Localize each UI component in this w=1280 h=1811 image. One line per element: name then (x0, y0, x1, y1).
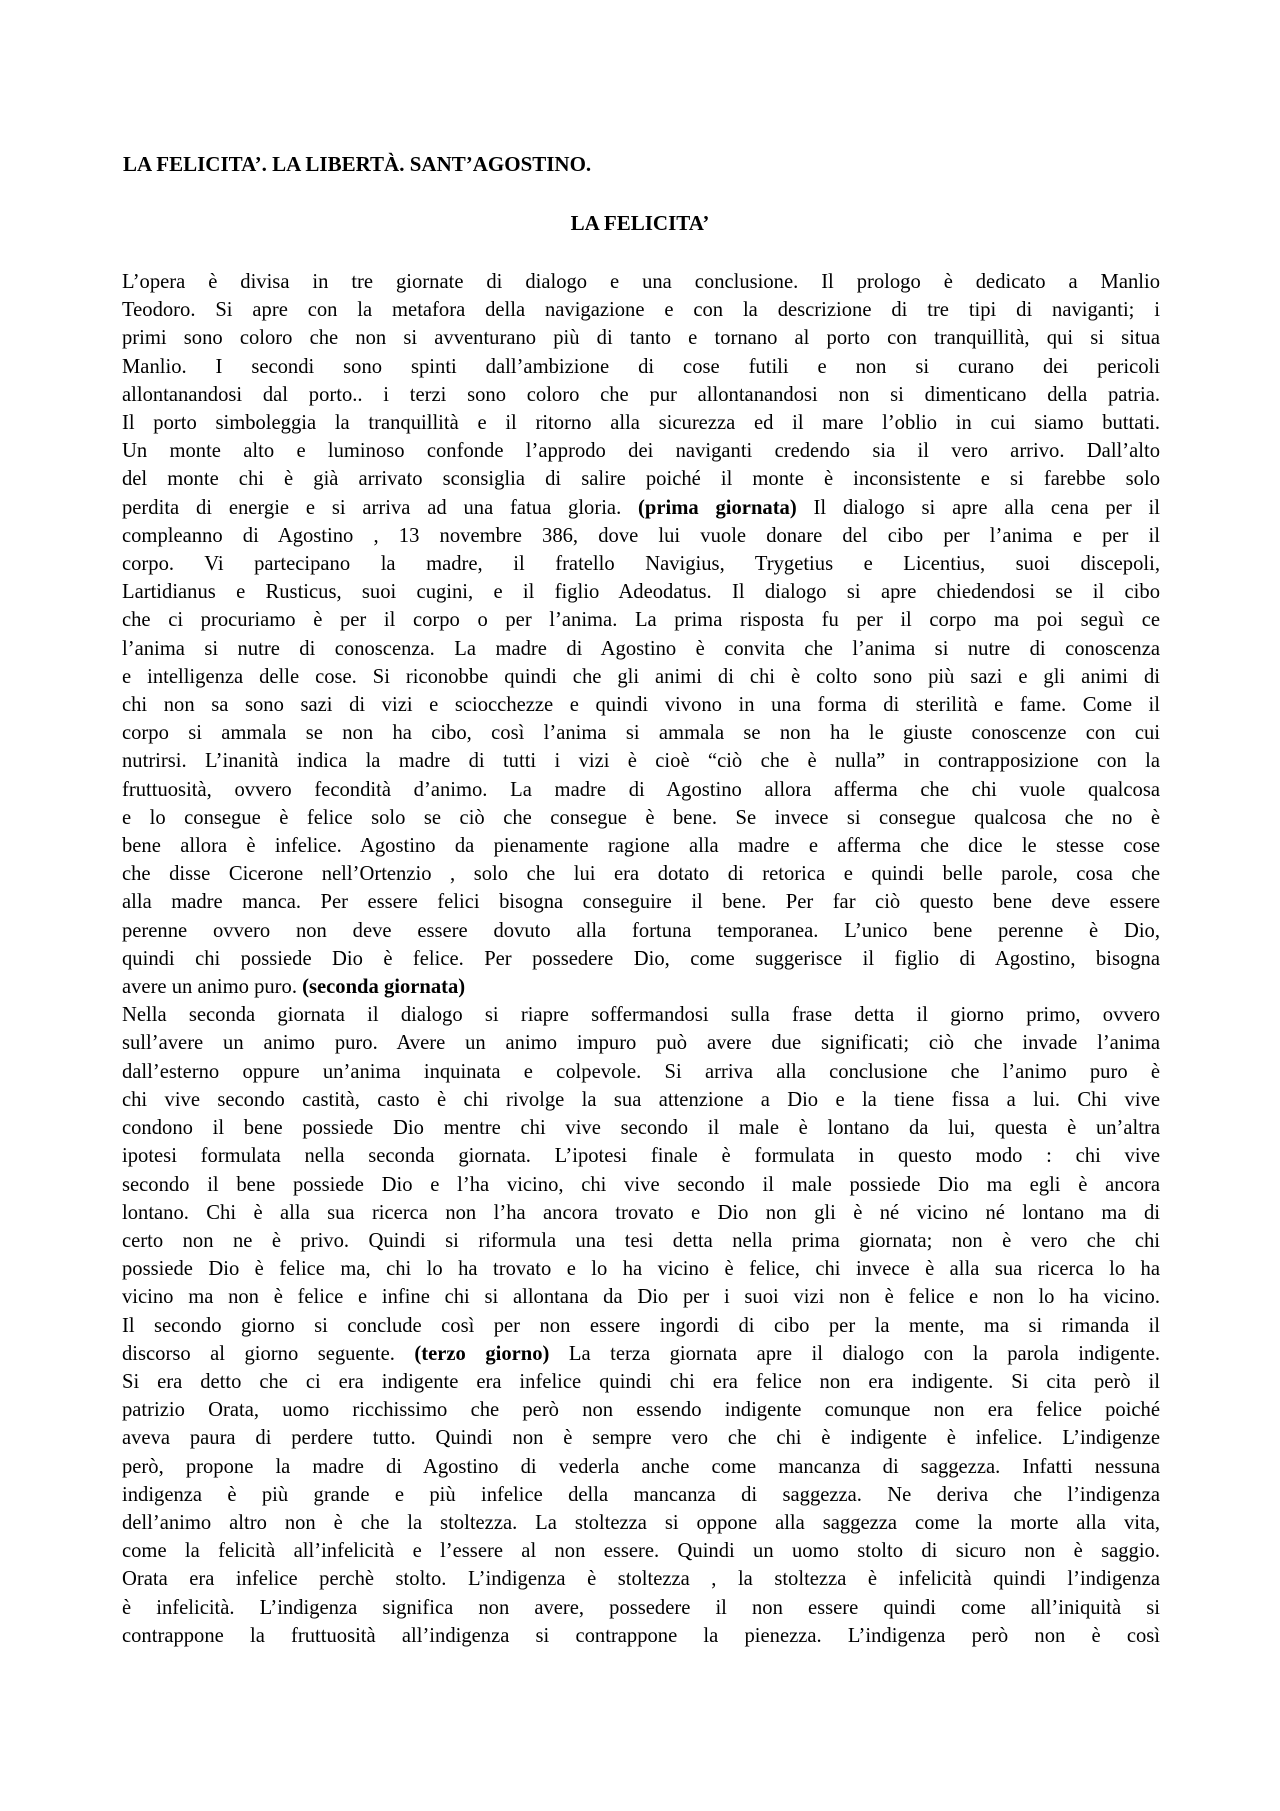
text-line (122, 578, 1160, 606)
text-segment: certo non ne è privo. Quindi si riformula una tesi detta nella prima giornata; non è vero che chi (122, 1229, 1160, 1252)
text-line (122, 917, 1160, 945)
text-segment: e intelligenza delle cose. Si riconobbe quindi che gli animi di chi è colto sono più sazi e gli animi di (122, 665, 1160, 688)
bold-text-segment: (terzo giorno) (414, 1342, 550, 1365)
text-segment: dall’esterno oppure un’anima inquinata e colpevole. Si arriva alla conclusione che l’animo puro è (122, 1060, 1160, 1083)
text-segment: L’opera è divisa in tre giornate di dialogo e una conclusione. Il prologo è dedicato a Manlio (122, 271, 1160, 293)
text-segment: Lartidianus e Rusticus, suoi cugini, e il figlio Adeodatus. Il dialogo si apre chiedendosi se il cibo (122, 581, 1160, 604)
text-line (122, 1227, 1160, 1255)
text-segment: compleanno di Agostino , 13 novembre 386, dove lui vuole donare del cibo per l’anima e per il (122, 524, 1160, 547)
text-segment: patrizio Orata, uomo ricchissimo che però non essendo indigente comunque non era felice poiché (122, 1399, 1160, 1422)
text-segment: possiede Dio è felice ma, chi lo ha trovato e lo ha vicino è felice, chi invece è alla sua ricerca lo ha (122, 1258, 1160, 1281)
text-segment: quindi chi possiede Dio è felice. Per possedere Dio, come suggerisce il figlio di Agostino, bisogna (122, 947, 1160, 970)
text-line (122, 353, 1160, 381)
text-segment: nutrirsi. L’inanità indica la madre di tutti i vizi è cioè “ciò che è nulla” in contrapposizione con la (122, 750, 1160, 773)
text-line (122, 719, 1160, 747)
text-line (122, 1312, 1160, 1340)
body-text (122, 268, 1160, 1650)
text-line (122, 1255, 1160, 1283)
text-line (122, 635, 1160, 663)
text-segment: perdita di energie e si arriva ad una fatua gloria. (122, 496, 639, 519)
text-line (122, 1142, 1160, 1170)
text-segment: lontano. Chi è alla sua ricerca non l’ha ancora trovato e Dio non gli è né vicino né lontano ma di (122, 1201, 1160, 1224)
text-line (122, 888, 1160, 916)
text-line (122, 1453, 1160, 1481)
text-line (122, 1029, 1160, 1057)
bold-text-segment: (prima giornata) (638, 496, 797, 519)
text-segment: dell’animo altro non è che la stoltezza. La stoltezza si oppone alla saggezza come la morte alla vita, (122, 1511, 1160, 1534)
text-line (122, 1368, 1160, 1396)
text-segment: La terza giornata apre il dialogo con la parola indigente. (549, 1342, 1160, 1365)
text-segment: sull’avere un animo puro. Avere un animo impuro può avere due significati; ciò che invade l’anima (122, 1032, 1160, 1055)
text-line (122, 606, 1160, 634)
text-line (122, 691, 1160, 719)
text-segment: Si era detto che ci era indigente era infelice quindi chi era felice non era indigente. Si cita però il (122, 1370, 1160, 1393)
text-segment: perenne ovvero non deve essere dovuto alla fortuna temporanea. L’unico bene perenne è Dio, (122, 919, 1160, 942)
text-segment: primi sono coloro che non si avventurano più di tanto e tornano al porto con tranquillità, qui si situa (122, 327, 1160, 350)
text-segment: che disse Cicerone nell’Ortenzio , solo che lui era dotato di retorica e quindi belle parole, cosa che (122, 863, 1160, 886)
section-title: LA FELICITA’ (570, 211, 710, 235)
text-line (122, 1565, 1160, 1593)
text-segment: Il porto simboleggia la tranquillità e il ritorno alla sicurezza ed il mare l’oblio in cui siamo buttati. (122, 412, 1160, 435)
text-line (122, 973, 1160, 1001)
text-segment: allontanandosi dal porto.. i terzi sono coloro che pur allontanandosi non si dimenticano della patria. (122, 383, 1160, 406)
text-segment: corpo. Vi partecipano la madre, il fratello Navigius, Trygetius e Licentius, suoi discepoli, (122, 553, 1160, 576)
bold-text-segment: (seconda giornata) (302, 976, 466, 999)
text-line (122, 860, 1160, 888)
text-line (122, 663, 1160, 691)
text-segment: discorso al giorno seguente. (122, 1342, 415, 1365)
text-line (122, 550, 1160, 578)
text-segment: chi non sa sono sazi di vizi e sciocchezze e quindi vivono in una forma di sterilità e fame. Come il (122, 694, 1160, 717)
text-segment: e lo consegue è felice solo se ciò che consegue è bene. Se invece si consegue qualcosa che no è (122, 806, 1160, 829)
text-line (122, 1594, 1160, 1622)
text-line (122, 437, 1160, 465)
text-line (122, 1340, 1160, 1368)
text-segment: avere un animo puro. (122, 976, 303, 999)
text-segment: è infelicità. L’indigenza significa non avere, possedere il non essere quindi come all’iniquità si (122, 1596, 1160, 1619)
text-line (122, 1481, 1160, 1509)
text-segment: che ci procuriamo è per il corpo o per l’anima. La prima risposta fu per il corpo ma poi seguì ce (122, 609, 1160, 632)
text-segment: contrappone la fruttuosità all’indigenza si contrappone la pienezza. L’indigenza però non è così (122, 1624, 1160, 1647)
document-title: LA FELICITA’. LA LIBERTÀ. SANT’AGOSTINO. (123, 152, 592, 176)
text-line (122, 1114, 1160, 1142)
text-line (122, 804, 1160, 832)
text-line (122, 832, 1160, 860)
text-segment: Il dialogo si apre alla cena per il (796, 496, 1160, 519)
text-line (122, 522, 1160, 550)
text-segment: aveva paura di perdere tutto. Quindi non è sempre vero che chi è indigente è infelice. L’indigenze (122, 1427, 1160, 1450)
text-line (122, 268, 1160, 296)
text-segment: del monte chi è già arrivato sconsiglia di salire poiché il monte è inconsistente e si farebbe solo (122, 468, 1160, 491)
text-line (122, 381, 1160, 409)
text-line (122, 324, 1160, 352)
text-segment: Il secondo giorno si conclude così per non essere ingordi di cibo per la mente, ma si rimanda il (122, 1314, 1160, 1337)
text-line (122, 1283, 1160, 1311)
text-line (122, 409, 1160, 437)
text-segment: chi vive secondo castità, casto è chi rivolge la sua attenzione a Dio e la tiene fissa a lui. Chi vive (122, 1088, 1160, 1111)
text-segment: Teodoro. Si apre con la metafora della navigazione e con la descrizione di tre tipi di naviganti; i (122, 299, 1160, 322)
text-segment: Nella seconda giornata il dialogo si riapre soffermandosi sulla frase detta il giorno primo, ovvero (122, 1004, 1160, 1027)
text-segment: ipotesi formulata nella seconda giornata. L’ipotesi finale è formulata in questo modo : chi vive (122, 1145, 1160, 1168)
text-line (122, 494, 1160, 522)
text-line (122, 465, 1160, 493)
text-line (122, 296, 1160, 324)
text-line (122, 1171, 1160, 1199)
text-segment: alla madre manca. Per essere felici bisogna conseguire il bene. Per far ciò questo bene deve essere (122, 891, 1160, 914)
text-segment: secondo il bene possiede Dio e l’ha vicino, chi vive secondo il male possiede Dio ma egli è ancora (122, 1173, 1160, 1196)
text-segment: Orata era infelice perchè stolto. L’indigenza è stoltezza , la stoltezza è infelicità quindi l’indigenza (122, 1568, 1160, 1591)
text-line (122, 1086, 1160, 1114)
text-line (122, 1001, 1160, 1029)
text-line (122, 945, 1160, 973)
text-segment: come la felicità all’infelicità e l’essere al non essere. Quindi un uomo stolto di sicuro non è saggio. (122, 1540, 1160, 1563)
text-segment: vicino ma non è felice e infine chi si allontana da Dio per i suoi vizi non è felice e non lo ha vicino. (122, 1286, 1160, 1309)
text-line (122, 747, 1160, 775)
text-segment: Un monte alto e luminoso confonde l’approdo dei naviganti credendo sia il vero arrivo. Dall’alto (122, 440, 1160, 463)
text-line (122, 1424, 1160, 1452)
text-line (122, 1396, 1160, 1424)
text-segment: fruttuosità, ovvero fecondità d’animo. La madre di Agostino allora afferma che chi vuole qualcosa (122, 778, 1160, 801)
text-segment: però, propone la madre di Agostino di vederla anche come mancanza di saggezza. Infatti nessuna (122, 1455, 1160, 1478)
text-line (122, 1537, 1160, 1565)
text-line (122, 1058, 1160, 1086)
text-segment: indigenza è più grande e più infelice della mancanza di saggezza. Ne deriva che l’indigenza (122, 1483, 1160, 1506)
text-line (122, 1622, 1160, 1650)
text-line (122, 776, 1160, 804)
text-segment: condono il bene possiede Dio mentre chi vive secondo il male è lontano da lui, questa è un’altra (122, 1117, 1160, 1140)
text-segment: l’anima si nutre di conoscenza. La madre di Agostino è convita che l’anima si nutre di conoscenza (122, 637, 1160, 660)
text-segment: Manlio. I secondi sono spinti dall’ambizione di cose futili e non si curano dei pericoli (122, 355, 1160, 378)
text-segment: corpo si ammala se non ha cibo, così l’anima si ammala se non ha le giuste conoscenze con cui (122, 722, 1160, 745)
text-line (122, 1199, 1160, 1227)
text-line (122, 1509, 1160, 1537)
text-segment: bene allora è infelice. Agostino da pienamente ragione alla madre e afferma che dice le stesse cose (122, 835, 1160, 858)
